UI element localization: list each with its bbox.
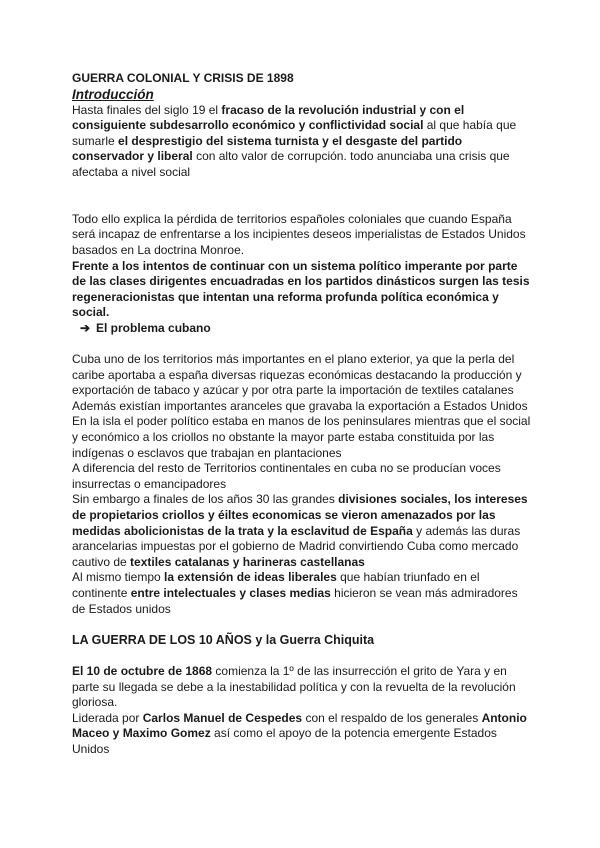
paragraph-6: En la isla el poder político estaba en manos de los peninsulares mientras que el social y económico a los criollos no obstante la mayor parte estaba constituida por las indígenas o esclavos que trabajan en plantaciones	[72, 414, 531, 460]
paragraph-7: A diferencia del resto de Territorios continentales en cuba no se producían voces insurrectas o emancipadores	[72, 461, 501, 491]
text-run-2: al que había que sumarle	[72, 118, 517, 148]
arrow-right-icon: ➔	[80, 320, 91, 335]
text-run-4: hicieron se vean más admiradores de Estados unidos	[72, 586, 518, 616]
paragraph-8	[72, 492, 532, 570]
bold-run-1: la extensión de ideas liberales	[164, 570, 337, 585]
text-run-4: así como el apoyo de la potencia emergente Estados Unidos	[72, 726, 497, 756]
bold-run-3: entre intelectuales y clases medias	[130, 586, 331, 600]
text-run-0: Hasta finales del siglo 19 el	[72, 102, 222, 117]
bold-run-3: Antonio Maceo y Maximo Gomez	[72, 710, 527, 741]
section-heading-introduccion: Introducción	[72, 86, 154, 102]
document-title: GUERRA COLONIAL Y CRISIS DE 1898	[72, 71, 294, 85]
paragraph-9	[72, 570, 532, 617]
bold-run-1: divisiones sociales, los intereses de propietarios criollos y éiltes economicas se vieron amenazados por las medidas abolicionistas de la trata y la esclavitud de España	[72, 492, 528, 538]
paragraph-10	[72, 664, 532, 711]
paragraph-1	[72, 103, 532, 181]
bold-run-3: el desprestigio del sistema turnista y el desgaste del partido conservador y liberal	[72, 133, 463, 164]
text-run-0: Al mismo tiempo	[72, 570, 165, 585]
section-heading-guerra-10-anos: LA GUERRA DE LOS 10 AÑOS y la Guerra Chiquita	[72, 632, 375, 647]
bold-run-1: Carlos Manuel de Cespedes	[142, 710, 303, 725]
bullet-problema-cubano	[72, 321, 532, 337]
paragraph-2: Todo ello explica la pérdida de territorios españoles coloniales que cuando España será incapaz de enfrentarse a los incipientes deseos imperialistas de Estados Unidos basados en La doctrina Monroe.	[72, 211, 526, 257]
paragraph-4: Cuba uno de los territorios más importantes en el plano exterior, ya que la perla del caribe aportaba a españa diversas riquezas económicas destacando la producción y exportación de tabaco y azúcar y por otra parte la importación de textiles catalanes	[72, 352, 522, 398]
text-run-2: y además las duras arancelarias impuestas por el gobierno de Madrid convirtiendo Cuba como mercado cautivo de	[72, 523, 521, 569]
bold-run-1: fracaso de la revolución industrial y con el consiguiente subdesarrollo económico y conflictividad social	[72, 102, 465, 133]
text-run-4: con alto valor de corrupción. todo anunciaba una crisis que afectaba a nivel social	[72, 149, 510, 179]
text-run-2: con el respaldo de los generales	[302, 710, 482, 725]
paragraph-5: Además existían importantes aranceles que gravaba la exportación a Estados Unidos	[72, 398, 528, 413]
text-run-1: comienza la 1º de las insurrección el grito de Yara y en parte su llegada se debe a la inestabilidad política y con la revuelta de la revolución gloriosa.	[72, 663, 516, 710]
text-run-0: Liderada por	[72, 710, 143, 725]
text-run-0: Sin embargo a finales de los años 30 las grandes	[72, 492, 339, 507]
bullet-label: El problema cubano	[96, 320, 211, 335]
bold-run-0: El 10 de octubre de 1868	[72, 663, 213, 678]
bold-run-3: textiles catalanas y harineras castellanas	[130, 554, 365, 569]
text-run-2: que habían triunfado en el continente	[72, 570, 480, 600]
document-body	[72, 71, 532, 758]
paragraph-11	[72, 711, 532, 758]
paragraph-3: Frente a los intentos de continuar con un sistema político imperante por parte de las clases dirigentes encuadradas en los partidos dinásticos surgen las tesis regeneracionistas que intentan una reforma profunda política económica y social.	[72, 258, 530, 320]
